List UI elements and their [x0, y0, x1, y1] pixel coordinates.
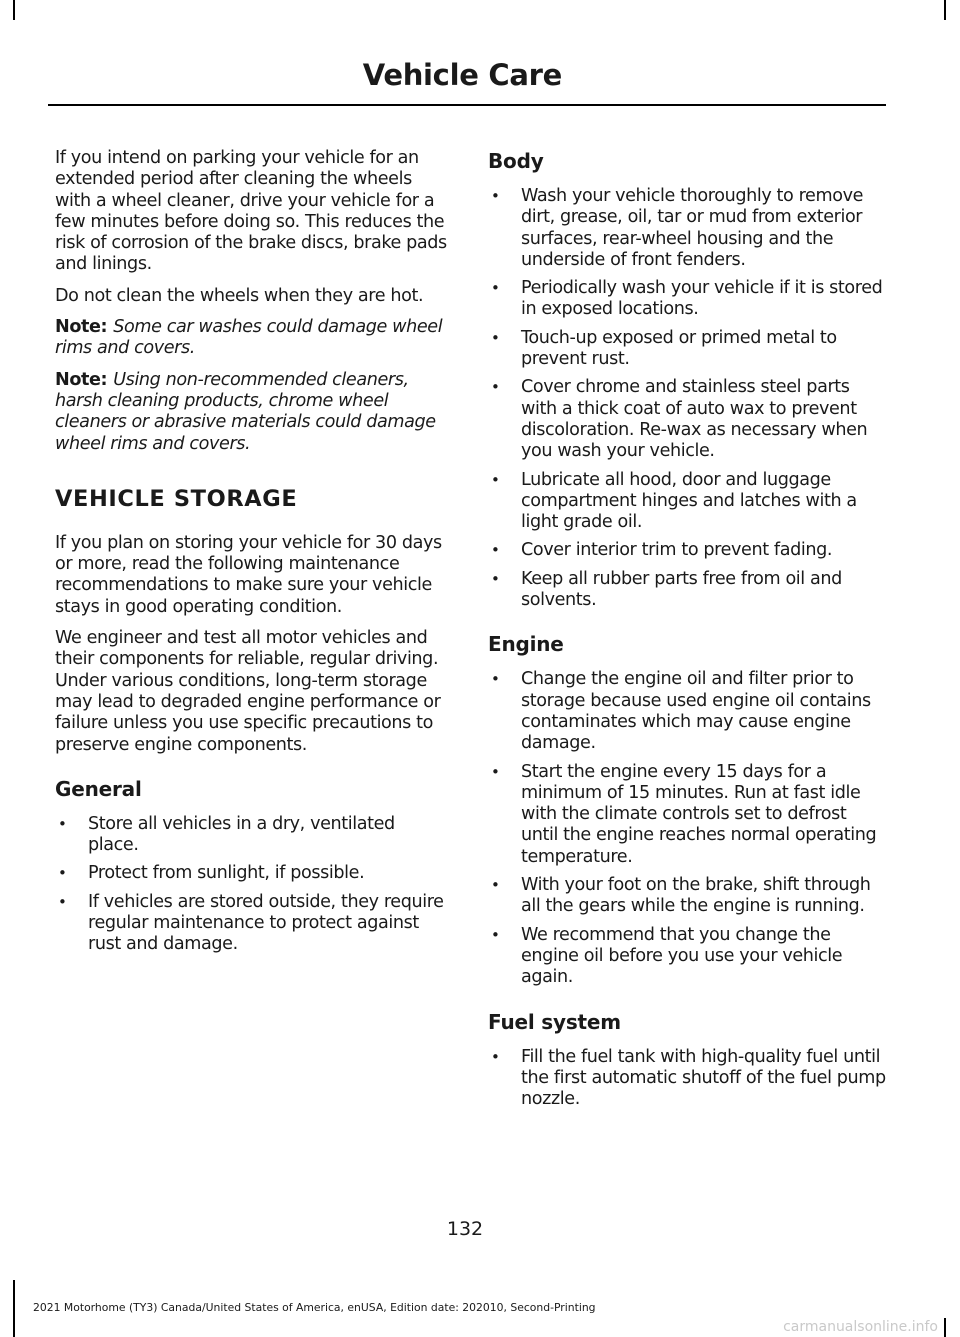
edition-footer: 2021 Motorhome (TY3) Canada/United States of America, enUSA, Edition date: 202010, Second-Printing	[33, 1301, 596, 1314]
note-text: Some car washes could damage wheel rims and covers.	[55, 317, 443, 359]
list-item: • With your foot on the brake, shift through all the gears while the engine is running.	[488, 875, 886, 918]
page-title: Vehicle Care	[362, 58, 562, 92]
subheading-fuel-system: Fuel system	[488, 1009, 621, 1034]
list-item: • Protect from sunlight, if possible.	[55, 863, 450, 884]
intro-paragraph: Do not clean the wheels when they are hot.	[55, 285, 424, 306]
list-item: • We recommend that you change the engine oil before you use your vehicle again.	[488, 925, 886, 989]
note-label: Note:	[55, 369, 108, 390]
list-item: • Fill the fuel tank with high-quality fuel until the first automatic shutoff of the fuel pump nozzle.	[488, 1047, 886, 1111]
list-item: • Periodically wash your vehicle if it is stored in exposed locations.	[488, 278, 886, 321]
crop-mark-bottom-left	[13, 1280, 15, 1337]
list-item: • Lubricate all hood, door and luggage compartment hinges and latches with a light grade oil.	[488, 470, 886, 534]
list-item: • Change the engine oil and filter prior to storage because used engine oil contains contaminates which may cause engine damage.	[488, 669, 886, 754]
engine-list	[488, 669, 886, 988]
section-heading-vehicle-storage: VEHICLE STORAGE	[55, 485, 298, 512]
right-column	[488, 148, 886, 1117]
list-item: • If vehicles are stored outside, they require regular maintenance to protect against rust and damage.	[55, 892, 450, 956]
crop-mark-top-left	[13, 0, 15, 20]
crop-mark-top-right	[944, 0, 946, 20]
subheading-engine: Engine	[488, 632, 564, 657]
list-item: • Wash your vehicle thoroughly to remove dirt, grease, oil, tar or mud from exterior surfaces, rear-wheel housing and the underside of front fenders.	[488, 186, 886, 271]
list-item: • Cover chrome and stainless steel parts with a thick coat of auto wax to prevent discoloration. Re-wax as necessary when you wash your vehicle.	[488, 377, 886, 462]
intro-paragraph: If you intend on parking your vehicle for an extended period after cleaning the wheels with a wheel cleaner, drive your vehicle for a few minutes before doing so. This reduces the risk of corrosion of the brake discs, brake pads and linings.	[55, 148, 447, 275]
section-paragraph: If you plan on storing your vehicle for 30 days or more, read the following maintenance recommendations to make sure your vehicle stays in good operating condition.	[55, 532, 442, 617]
list-item: • Store all vehicles in a dry, ventilated place.	[55, 814, 450, 857]
subheading-general: General	[55, 776, 142, 801]
left-column	[55, 148, 450, 963]
note-text: Using non-recommended cleaners, harsh cleaning products, chrome wheel cleaners or abrasive materials could damage wheel rims and covers.	[55, 369, 436, 454]
list-item: • Start the engine every 15 days for a minimum of 15 minutes. Run at fast idle with the climate controls set to defrost until the engine reaches normal operating temperature.	[488, 762, 886, 868]
page-number: 132	[446, 1218, 484, 1240]
subheading-body: Body	[488, 149, 544, 173]
watermark-text: carmanualsonline.info	[783, 1319, 938, 1335]
general-list	[55, 814, 450, 956]
note-paragraph	[55, 317, 450, 360]
list-item: • Touch-up exposed or primed metal to prevent rust.	[488, 328, 886, 371]
header-divider	[48, 104, 886, 106]
list-item: • Cover interior trim to prevent fading.	[488, 540, 886, 561]
note-paragraph	[55, 370, 450, 455]
note-label: Note:	[55, 317, 108, 338]
body-list	[488, 186, 886, 611]
crop-mark-bottom-right	[944, 1318, 946, 1337]
section-paragraph: We engineer and test all motor vehicles and their components for reliable, regular driving. Under various conditions, long-term storage may lead to degraded engine performance or failure unless you use specific precautions to preserve engine components.	[55, 628, 441, 755]
list-item: • Keep all rubber parts free from oil and solvents.	[488, 569, 886, 612]
fuel-system-list	[488, 1047, 886, 1111]
